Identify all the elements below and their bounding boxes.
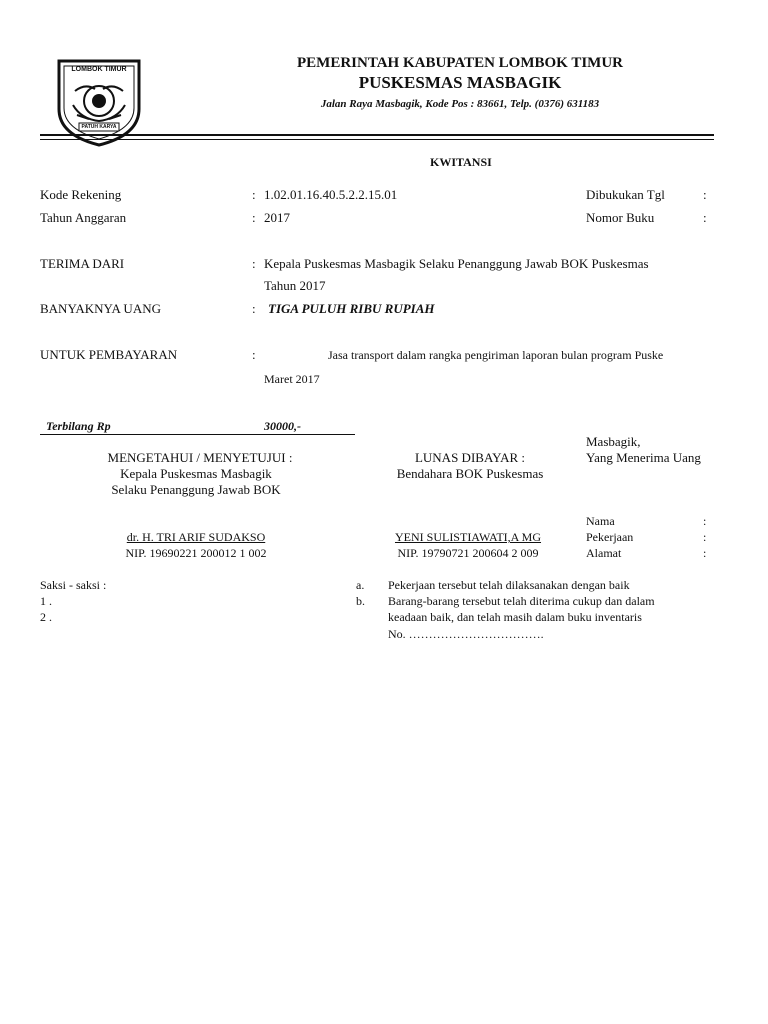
penerima-alamat-label: Alamat [586,546,622,560]
logo-top-text: LOMBOK TIMUR [71,66,127,73]
penerima-place: Masbagik, [586,434,641,449]
penerima-nama-colon: : [703,514,707,528]
terbilang-value: 30000,- [264,419,301,433]
saksi-item-1: 1 . [40,594,52,608]
penerima-pekerjaan-label: Pekerjaan [586,530,634,544]
saksi-item-2: 2 . [40,610,52,624]
dibukukan-label: Dibukukan Tgl [586,187,665,202]
banyaknya-uang-label: BANYAKNYA UANG [40,301,161,316]
banyaknya-uang-value: TIGA PULUH RIBU RUPIAH [268,301,435,316]
kode-rekening-value: 1.02.01.16.40.5.2.2.15.01 [264,187,398,202]
untuk-pembayaran-colon: : [252,347,256,362]
header-government-title: PEMERINTAH KABUPATEN LOMBOK TIMUR [297,55,623,71]
kode-rekening-colon: : [252,187,256,202]
kwitansi-title: KWITANSI [430,155,492,169]
mengetahui-title: MENGETAHUI / MENYETUJUI : [107,450,293,465]
note-b-marker: b. [356,594,365,608]
tahun-anggaran-label: Tahun Anggaran [40,210,127,225]
terima-dari-colon: : [252,256,256,271]
note-b-text-line1: Barang-barang tersebut telah diterima cukup dan dalam [388,594,655,608]
nomor-buku-colon: : [703,210,707,225]
nomor-buku-label: Nomor Buku [586,210,655,225]
penerima-pekerjaan-colon: : [703,530,707,544]
terima-dari-value-line2: Tahun 2017 [264,278,326,293]
terbilang-underline [40,434,355,435]
logo-motto-text: PATUH KARYA [81,124,117,130]
banyaknya-uang-colon: : [252,301,256,316]
penerima-nama-label: Nama [586,514,615,528]
saksi-label: Saksi - saksi : [40,578,107,592]
untuk-pembayaran-value: Jasa transport dalam rangka pengiriman laporan bulan program Puske [328,348,664,362]
note-b-text-line2: keadaan baik, dan telah masih dalam buku inventaris [388,610,642,624]
header-rule-thin [40,139,714,140]
mengetahui-role2: Selaku Penanggung Jawab BOK [111,482,281,497]
header-puskesmas-title: PUSKESMAS MASBAGIK [358,73,562,92]
lunas-dibayar-title: LUNAS DIBAYAR : [414,450,526,465]
terima-dari-value: Kepala Puskesmas Masbagik Selaku Penanggung Jawab BOK Puskesmas [264,256,649,271]
note-b-text-line3: No. ……………………………. [388,627,544,641]
lunas-dibayar-nip: NIP. 19790721 200604 2 009 [397,546,539,560]
lunas-dibayar-name: YENI SULISTIAWATI,A MG [394,530,542,544]
note-a-text: Pekerjaan tersebut telah dilaksanakan dengan baik [388,578,630,592]
mengetahui-name: dr. H. TRI ARIF SUDAKSO [126,530,266,544]
header-rule-thick [40,134,714,136]
kode-rekening-label: Kode Rekening [40,187,122,202]
untuk-pembayaran-value-line2: Maret 2017 [264,372,320,386]
dibukukan-colon: : [703,187,707,202]
penerima-alamat-colon: : [703,546,707,560]
mengetahui-nip: NIP. 19690221 200012 1 002 [125,546,267,560]
untuk-pembayaran-label: UNTUK PEMBAYARAN [40,347,178,362]
lunas-dibayar-role: Bendahara BOK Puskesmas [396,466,544,481]
terbilang-label: Terbilang Rp [46,419,111,433]
note-a-marker: a. [356,578,365,592]
terima-dari-label: TERIMA DARI [40,256,125,271]
penerima-title: Yang Menerima Uang [586,450,701,465]
header-address: Jalan Raya Masbagik, Kode Pos : 83661, Telp. (0376) 631183 [320,98,600,110]
mengetahui-role1: Kepala Puskesmas Masbagik [120,466,272,481]
tahun-anggaran-value: 2017 [264,210,290,225]
tahun-anggaran-colon: : [252,210,256,225]
